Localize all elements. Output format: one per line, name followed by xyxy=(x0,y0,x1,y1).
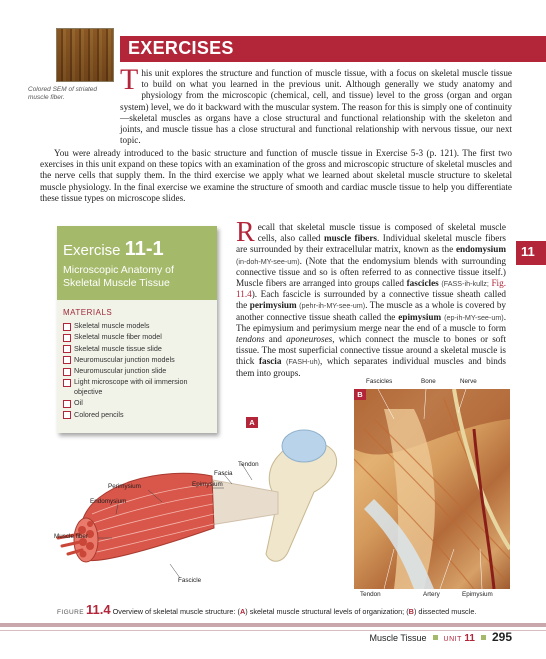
exercises-banner xyxy=(120,36,546,62)
footer-unit-number: 11 xyxy=(464,633,475,644)
label-epimysium-b: Epimysium xyxy=(462,591,493,598)
term-fascia: fascia xyxy=(258,356,282,367)
intro-text: his unit explores the structure and function of muscle tissue, with a focus on skeletal muscle tissue to build on what you learned in the previous unit. Although generally we study anatomy and physiology from the microscopic (chemical, cell, and tissue) level to the gross (organ and organ system) level, we do it backward with the muscular system. The reason for this is simply one of continuity—skeletal muscles as organs have a close structural and functional relationship with the skeleton and joints, and muscle tissue has a close structural and functional relationship with nervous tissue, our next topic. xyxy=(120,68,512,146)
banner-title: EXERCISES xyxy=(128,38,234,58)
caption-figure-word: FIGURE xyxy=(57,609,84,616)
figure-a-illustration xyxy=(52,414,352,596)
term-tendons: tendons xyxy=(236,334,265,345)
intro-paragraph-2: You were already introduced to the basic structure and function of muscle tissue in Exercise 5-3 (p. 121). The first two exercises in this unit expand on these topics with an examination of the gross and microscopic structure of skeletal muscles and the nerve cells that supply them. In the third exercise we apply what we learned about skeletal muscle structure to skeletal muscle physiology. In the final exercise we examine the structure of smooth and cardiac muscle tissue to help you differentiate these tissue types on microscope slides. xyxy=(40,148,512,203)
body-text-run: and xyxy=(264,334,287,345)
term-aponeuroses: aponeuroses xyxy=(286,334,333,345)
materials-item[interactable]: Neuromuscular junction slide xyxy=(63,365,213,376)
label-endomysium: Endomysium xyxy=(90,498,127,505)
dissection-svg xyxy=(354,389,510,589)
figure-b-dissection-photo xyxy=(354,389,510,589)
materials-item[interactable]: Colored pencils xyxy=(63,409,213,420)
footer-square-icon xyxy=(481,635,486,640)
caption-text-run: ) dissected muscle. xyxy=(413,607,477,616)
label-tendon-a: Tendon xyxy=(238,461,259,468)
label-fascicles-b: Fascicles xyxy=(366,378,393,385)
exercise-subtitle: Microscopic Anatomy of Skeletal Muscle Tissue xyxy=(63,264,174,289)
sem-photo-caption: Colored SEM of striated muscle fiber. xyxy=(28,86,98,101)
materials-item[interactable]: Neuromuscular junction models xyxy=(63,354,213,365)
body-text-run: , which separates individual muscles and binds them into groups. xyxy=(236,356,507,378)
pronunciation: (FASS-ih-kullz; xyxy=(441,279,489,289)
exercise-label: Exercise xyxy=(63,242,121,259)
body-text-run: ). Each fascicle is surrounded by a connective tissue sheath called the xyxy=(236,289,506,311)
footer-rule xyxy=(0,623,546,627)
label-perimysium: Perimysium xyxy=(108,483,141,490)
page-footer xyxy=(370,630,513,644)
materials-item[interactable]: Skeletal muscle tissue slide xyxy=(63,343,213,354)
pronunciation: (pehr-ih-MY-see-um) xyxy=(299,301,366,311)
body-text-run: . The epimysium and perimysium merge near the end of a muscle to form xyxy=(236,311,507,333)
materials-list xyxy=(63,320,213,420)
figure-reference-link[interactable]: Fig. 11.4 xyxy=(236,278,506,300)
caption-figure-number: 11.4 xyxy=(86,602,111,617)
pronunciation: (in-doh-MY-see-um) xyxy=(236,256,300,266)
footer-unit-word: UNIT xyxy=(443,636,462,643)
label-artery-b: Artery xyxy=(423,591,440,598)
panel-a-label: A xyxy=(246,417,258,428)
label-muscle-fiber: Muscle fiber xyxy=(54,533,88,540)
sem-muscle-photo xyxy=(56,28,114,82)
unit-tab-number: 11 xyxy=(521,244,535,259)
page-number: 295 xyxy=(491,630,512,644)
panel-b-label: B xyxy=(354,389,366,400)
caption-text-run: Overview of skeletal muscle structure: ( xyxy=(110,607,240,616)
body-text-run: ecall that skeletal muscle tissue is composed of skeletal muscle cells, also called xyxy=(257,222,506,244)
body-dropcap: R xyxy=(236,217,255,248)
term-fascicles: fascicles xyxy=(406,278,439,289)
materials-heading: MATERIALS xyxy=(63,308,113,317)
dissection-artery xyxy=(474,429,494,589)
exercise-box-header xyxy=(57,226,217,300)
label-epimysium-a: Epimysium xyxy=(192,481,223,488)
body-text-run: . The muscle as a whole is covered by another connective tissue sheath called the xyxy=(236,300,507,322)
materials-item[interactable]: Light microscope with oil immersion objective xyxy=(63,376,213,397)
exercise-title xyxy=(63,238,164,261)
materials-item[interactable]: Skeletal muscle models xyxy=(63,320,213,331)
unit-tab[interactable] xyxy=(516,241,546,265)
label-bone-b: Bone xyxy=(421,378,436,385)
label-tendon-b: Tendon xyxy=(360,591,381,598)
body-text xyxy=(236,217,507,379)
label-fascicle: Fascicle xyxy=(178,577,202,584)
label-nerve-b: Nerve xyxy=(460,378,477,385)
term-epimysium: epimysium xyxy=(398,311,442,322)
muscle-structure-svg xyxy=(52,414,352,596)
intro-paragraph xyxy=(120,63,512,146)
footer-section-title: Muscle Tissue xyxy=(369,633,427,643)
materials-item[interactable]: Oil xyxy=(63,397,213,408)
bone-head-cartilage xyxy=(282,430,326,462)
pronunciation: (FASH-uh) xyxy=(286,357,320,367)
caption-panel-b: B xyxy=(408,607,414,616)
term-muscle-fibers: muscle fibers xyxy=(324,233,377,244)
body-text-run: . Individual skeletal muscle fibers are surrounded by their extracellular matrix, known as the xyxy=(236,233,506,255)
caption-panel-a: A xyxy=(239,607,246,616)
exercise-box xyxy=(57,226,217,433)
figure-caption xyxy=(57,602,517,617)
pronunciation: (ep-ih-MY-see-um) xyxy=(444,312,504,322)
materials-item[interactable]: Skeletal muscle fiber model xyxy=(63,331,213,342)
caption-text-run: ) skeletal muscle structural levels of organization; ( xyxy=(245,607,409,616)
term-endomysium: endomysium xyxy=(455,244,506,255)
intro-dropcap: T xyxy=(120,63,139,96)
exercise-number: 11-1 xyxy=(124,238,164,260)
body-text-run: . (Note that the endomysium blends with surrounding connective tissue and so is often referred to as connective tissue itself.) Muscle fibers are arranged into groups called xyxy=(236,255,506,289)
label-fascia: Fascia xyxy=(214,470,233,477)
body-text-run: , which connect the muscle to bones or soft tissue. The most superficial connective tissue around a skeletal muscle is thick xyxy=(236,334,506,367)
term-perimysium: perimysium xyxy=(249,300,297,311)
footer-square-icon xyxy=(433,635,438,640)
